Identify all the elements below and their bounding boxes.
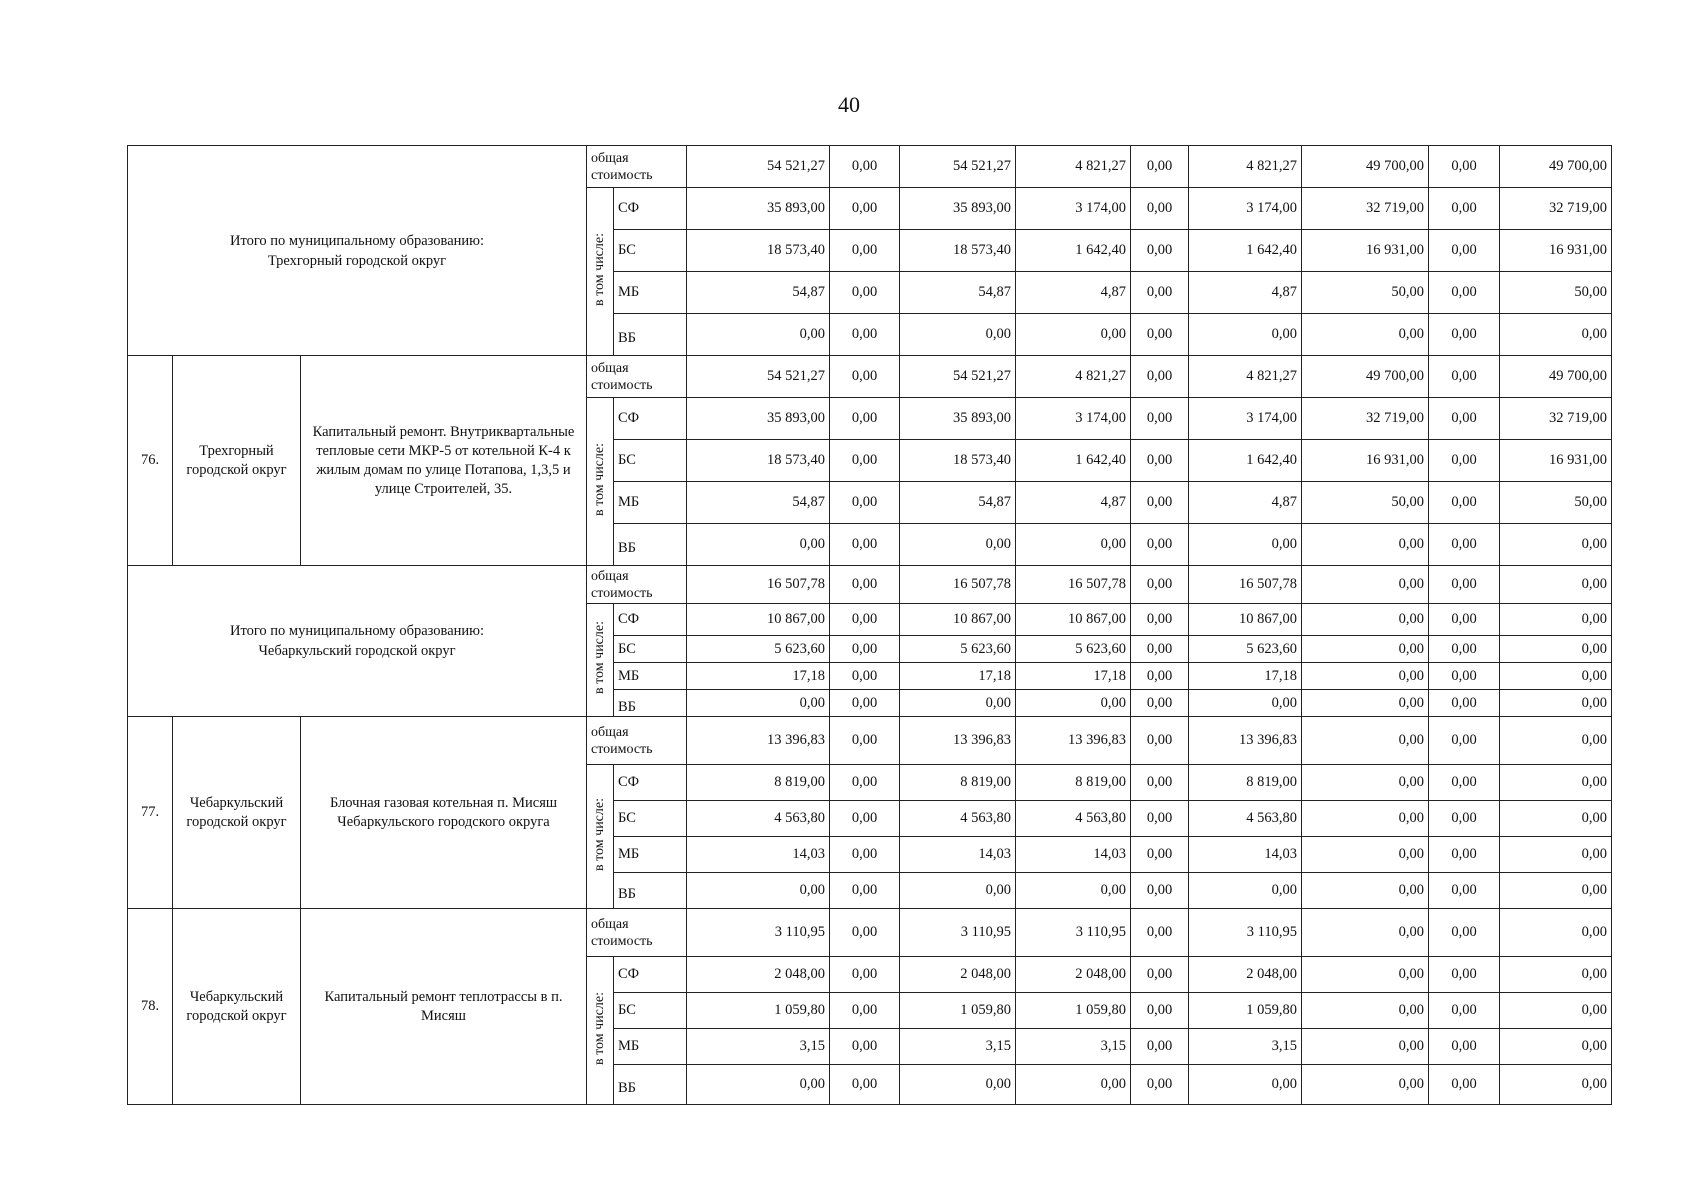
fund-label: СФ — [614, 398, 687, 440]
value-cell: 0,00 — [1429, 690, 1500, 717]
value-cell: 17,18 — [900, 663, 1016, 690]
value-cell: 0,00 — [1500, 801, 1612, 837]
value-cell: 0,00 — [1302, 314, 1429, 356]
value-cell: 0,00 — [900, 1065, 1016, 1105]
value-cell: 1 642,40 — [1189, 230, 1302, 272]
value-cell: 0,00 — [1429, 314, 1500, 356]
value-cell: 18 573,40 — [687, 440, 830, 482]
value-cell: 1 059,80 — [1016, 993, 1131, 1029]
in-that-number-label — [587, 957, 614, 1105]
value-cell: 0,00 — [1429, 482, 1500, 524]
fund-label: ВБ — [614, 314, 687, 356]
value-cell: 0,00 — [1131, 993, 1189, 1029]
value-cell: 0,00 — [1189, 1065, 1302, 1105]
group-total-title — [128, 566, 587, 717]
value-cell: 0,00 — [1131, 663, 1189, 690]
value-cell: 0,00 — [830, 604, 900, 636]
value-cell: 2 048,00 — [1016, 957, 1131, 993]
value-cell: 50,00 — [1302, 482, 1429, 524]
value-cell: 0,00 — [830, 524, 900, 566]
total-cost-label: общая стоимость — [587, 717, 687, 765]
value-cell: 54,87 — [900, 272, 1016, 314]
value-cell: 0,00 — [1500, 604, 1612, 636]
group-total-title-line2: Трехгорный городской округ — [267, 252, 447, 269]
value-cell: 0,00 — [900, 314, 1016, 356]
value-cell: 0,00 — [1131, 356, 1189, 398]
fund-label: ВБ — [614, 690, 687, 717]
financing-table — [127, 145, 1612, 1105]
value-cell: 49 700,00 — [1302, 356, 1429, 398]
value-cell: 0,00 — [1429, 909, 1500, 957]
in-that-number-text: в том числе: — [592, 232, 607, 306]
value-cell: 10 867,00 — [687, 604, 830, 636]
value-cell: 0,00 — [1500, 837, 1612, 873]
value-cell: 2 048,00 — [1189, 957, 1302, 993]
value-cell: 0,00 — [830, 440, 900, 482]
value-cell: 18 573,40 — [900, 230, 1016, 272]
value-cell: 35 893,00 — [687, 188, 830, 230]
fund-label: МБ — [614, 272, 687, 314]
value-cell: 4 821,27 — [1016, 356, 1131, 398]
value-cell: 3,15 — [1016, 1029, 1131, 1065]
value-cell: 0,00 — [1131, 566, 1189, 604]
value-cell: 49 700,00 — [1302, 146, 1429, 188]
value-cell: 16 507,78 — [900, 566, 1016, 604]
value-cell: 0,00 — [1016, 873, 1131, 909]
value-cell: 0,00 — [1016, 1065, 1131, 1105]
value-cell: 0,00 — [1500, 566, 1612, 604]
value-cell: 0,00 — [1500, 314, 1612, 356]
value-cell: 0,00 — [1302, 1065, 1429, 1105]
value-cell: 0,00 — [1131, 272, 1189, 314]
fund-label: МБ — [614, 482, 687, 524]
value-cell: 16 507,78 — [1189, 566, 1302, 604]
value-cell: 0,00 — [830, 636, 900, 663]
value-cell: 0,00 — [830, 690, 900, 717]
value-cell: 16 931,00 — [1500, 230, 1612, 272]
fund-label: БС — [614, 440, 687, 482]
value-cell: 0,00 — [1131, 801, 1189, 837]
value-cell: 0,00 — [900, 690, 1016, 717]
value-cell: 1 059,80 — [687, 993, 830, 1029]
value-cell: 3 110,95 — [1189, 909, 1302, 957]
value-cell: 0,00 — [1500, 1029, 1612, 1065]
value-cell: 0,00 — [1131, 1029, 1189, 1065]
fund-label: СФ — [614, 188, 687, 230]
value-cell: 0,00 — [1500, 690, 1612, 717]
fund-label: ВБ — [614, 1065, 687, 1105]
value-cell: 0,00 — [1016, 690, 1131, 717]
value-cell: 0,00 — [1429, 957, 1500, 993]
value-cell: 0,00 — [1302, 566, 1429, 604]
value-cell: 0,00 — [1429, 1065, 1500, 1105]
fund-label: МБ — [614, 837, 687, 873]
item-object: Капитальный ремонт теплотрассы в п. Мисяш — [301, 909, 587, 1105]
value-cell: 0,00 — [830, 1029, 900, 1065]
value-cell: 0,00 — [830, 188, 900, 230]
value-cell: 0,00 — [1131, 636, 1189, 663]
value-cell: 0,00 — [830, 398, 900, 440]
value-cell: 0,00 — [1131, 909, 1189, 957]
value-cell: 0,00 — [830, 1065, 900, 1105]
value-cell: 4 563,80 — [900, 801, 1016, 837]
item-object: Капитальный ремонт. Внутриквартальные тепловые сети МКР-5 от котельной К-4 к жилым домам по улице Потапова, 1,3,5 и улице Строителей, 35. — [301, 356, 587, 566]
value-cell: 0,00 — [1302, 663, 1429, 690]
value-cell: 3 110,95 — [1016, 909, 1131, 957]
value-cell: 0,00 — [1131, 1065, 1189, 1105]
value-cell: 54 521,27 — [900, 356, 1016, 398]
value-cell: 0,00 — [1302, 873, 1429, 909]
value-cell: 14,03 — [687, 837, 830, 873]
value-cell: 17,18 — [1189, 663, 1302, 690]
value-cell: 0,00 — [1131, 314, 1189, 356]
value-cell: 0,00 — [687, 873, 830, 909]
value-cell: 17,18 — [1016, 663, 1131, 690]
value-cell: 3,15 — [1189, 1029, 1302, 1065]
value-cell: 54 521,27 — [900, 146, 1016, 188]
value-cell: 0,00 — [1429, 717, 1500, 765]
value-cell: 0,00 — [1429, 398, 1500, 440]
value-cell: 0,00 — [1302, 1029, 1429, 1065]
item-number: 77. — [128, 717, 173, 909]
value-cell: 0,00 — [1131, 482, 1189, 524]
value-cell: 0,00 — [1429, 873, 1500, 909]
value-cell: 16 931,00 — [1302, 440, 1429, 482]
value-cell: 50,00 — [1500, 482, 1612, 524]
value-cell: 0,00 — [1500, 663, 1612, 690]
total-cost-label: общая стоимость — [587, 566, 687, 604]
item-object: Блочная газовая котельная п. Мисяш Чебаркульского городского округа — [301, 717, 587, 909]
value-cell: 5 623,60 — [900, 636, 1016, 663]
value-cell: 0,00 — [830, 146, 900, 188]
value-cell: 0,00 — [1429, 604, 1500, 636]
value-cell: 0,00 — [900, 873, 1016, 909]
value-cell: 3 174,00 — [1016, 398, 1131, 440]
value-cell: 13 396,83 — [900, 717, 1016, 765]
value-cell: 54,87 — [687, 482, 830, 524]
value-cell: 5 623,60 — [1016, 636, 1131, 663]
value-cell: 0,00 — [1500, 636, 1612, 663]
value-cell: 54 521,27 — [687, 356, 830, 398]
total-cost-label: общая стоимость — [587, 146, 687, 188]
value-cell: 0,00 — [1500, 873, 1612, 909]
value-cell: 32 719,00 — [1500, 398, 1612, 440]
value-cell: 0,00 — [1302, 801, 1429, 837]
value-cell: 4 821,27 — [1016, 146, 1131, 188]
value-cell: 0,00 — [1302, 524, 1429, 566]
value-cell: 2 048,00 — [900, 957, 1016, 993]
value-cell: 13 396,83 — [687, 717, 830, 765]
value-cell: 0,00 — [830, 663, 900, 690]
value-cell: 0,00 — [1131, 837, 1189, 873]
in-that-number-label — [587, 604, 614, 717]
value-cell: 32 719,00 — [1302, 398, 1429, 440]
value-cell: 50,00 — [1500, 272, 1612, 314]
value-cell: 4,87 — [1189, 272, 1302, 314]
value-cell: 0,00 — [1429, 440, 1500, 482]
fund-label: БС — [614, 636, 687, 663]
value-cell: 4 821,27 — [1189, 356, 1302, 398]
item-municipality: Чебаркульский городской округ — [173, 909, 301, 1105]
value-cell: 17,18 — [687, 663, 830, 690]
value-cell: 0,00 — [1429, 801, 1500, 837]
group-total-title — [128, 146, 587, 356]
table-row — [128, 566, 1612, 604]
value-cell: 0,00 — [830, 272, 900, 314]
fund-label: МБ — [614, 663, 687, 690]
value-cell: 0,00 — [1016, 314, 1131, 356]
value-cell: 3 110,95 — [687, 909, 830, 957]
value-cell: 0,00 — [830, 314, 900, 356]
value-cell: 32 719,00 — [1500, 188, 1612, 230]
value-cell: 5 623,60 — [1189, 636, 1302, 663]
value-cell: 0,00 — [687, 314, 830, 356]
group-total-title-line1: Итого по муниципальному образованию: — [229, 232, 485, 249]
item-municipality: Трехгорный городской округ — [173, 356, 301, 566]
fund-label: БС — [614, 801, 687, 837]
value-cell: 0,00 — [1429, 272, 1500, 314]
value-cell: 14,03 — [900, 837, 1016, 873]
fund-label: ВБ — [614, 873, 687, 909]
value-cell: 1 059,80 — [900, 993, 1016, 1029]
value-cell: 10 867,00 — [900, 604, 1016, 636]
value-cell: 0,00 — [1429, 1029, 1500, 1065]
value-cell: 0,00 — [1429, 188, 1500, 230]
fund-label: ВБ — [614, 524, 687, 566]
value-cell: 0,00 — [687, 524, 830, 566]
value-cell: 35 893,00 — [900, 398, 1016, 440]
value-cell: 1 642,40 — [1016, 230, 1131, 272]
value-cell: 4 563,80 — [1189, 801, 1302, 837]
value-cell: 0,00 — [1302, 717, 1429, 765]
value-cell: 0,00 — [1131, 957, 1189, 993]
value-cell: 49 700,00 — [1500, 356, 1612, 398]
value-cell: 0,00 — [1429, 524, 1500, 566]
value-cell: 8 819,00 — [687, 765, 830, 801]
value-cell: 0,00 — [830, 717, 900, 765]
value-cell: 0,00 — [1429, 663, 1500, 690]
item-number: 76. — [128, 356, 173, 566]
value-cell: 0,00 — [830, 356, 900, 398]
value-cell: 0,00 — [830, 993, 900, 1029]
value-cell: 0,00 — [1500, 993, 1612, 1029]
value-cell: 0,00 — [830, 957, 900, 993]
table-row — [128, 146, 1612, 188]
value-cell: 0,00 — [1429, 230, 1500, 272]
value-cell: 1 642,40 — [1016, 440, 1131, 482]
value-cell: 10 867,00 — [1016, 604, 1131, 636]
value-cell: 0,00 — [1302, 909, 1429, 957]
value-cell: 0,00 — [1500, 524, 1612, 566]
value-cell: 13 396,83 — [1016, 717, 1131, 765]
value-cell: 0,00 — [1016, 524, 1131, 566]
value-cell: 4 821,27 — [1189, 146, 1302, 188]
value-cell: 0,00 — [1429, 146, 1500, 188]
value-cell: 0,00 — [1131, 604, 1189, 636]
value-cell: 13 396,83 — [1189, 717, 1302, 765]
in-that-number-text: в том числе: — [592, 621, 607, 694]
value-cell: 0,00 — [1302, 993, 1429, 1029]
fund-label: СФ — [614, 604, 687, 636]
value-cell: 3 174,00 — [1189, 188, 1302, 230]
value-cell: 0,00 — [1189, 873, 1302, 909]
value-cell: 0,00 — [1131, 440, 1189, 482]
group-total-title-line1: Итого по муниципальному образованию: — [229, 623, 485, 639]
value-cell: 54,87 — [687, 272, 830, 314]
value-cell: 0,00 — [1131, 146, 1189, 188]
value-cell: 0,00 — [1429, 636, 1500, 663]
value-cell: 0,00 — [1500, 1065, 1612, 1105]
value-cell: 35 893,00 — [900, 188, 1016, 230]
fund-label: МБ — [614, 1029, 687, 1065]
fund-label: БС — [614, 993, 687, 1029]
fund-label: СФ — [614, 957, 687, 993]
value-cell: 2 048,00 — [687, 957, 830, 993]
in-that-number-label — [587, 188, 614, 356]
value-cell: 35 893,00 — [687, 398, 830, 440]
in-that-number-text: в том числе: — [592, 991, 607, 1065]
value-cell: 1 059,80 — [1189, 993, 1302, 1029]
value-cell: 0,00 — [1302, 690, 1429, 717]
value-cell: 0,00 — [1189, 690, 1302, 717]
in-that-number-text: в том числе: — [592, 797, 607, 871]
value-cell: 0,00 — [1189, 524, 1302, 566]
value-cell: 3 110,95 — [900, 909, 1016, 957]
value-cell: 0,00 — [1189, 314, 1302, 356]
value-cell: 0,00 — [830, 482, 900, 524]
value-cell: 4 563,80 — [1016, 801, 1131, 837]
table-row — [128, 909, 1612, 957]
value-cell: 5 623,60 — [687, 636, 830, 663]
value-cell: 4 563,80 — [687, 801, 830, 837]
value-cell: 0,00 — [1429, 765, 1500, 801]
fund-label: СФ — [614, 765, 687, 801]
value-cell: 14,03 — [1189, 837, 1302, 873]
value-cell: 3 174,00 — [1189, 398, 1302, 440]
value-cell: 50,00 — [1302, 272, 1429, 314]
value-cell: 0,00 — [1131, 717, 1189, 765]
value-cell: 0,00 — [1429, 356, 1500, 398]
value-cell: 3,15 — [687, 1029, 830, 1065]
value-cell: 8 819,00 — [900, 765, 1016, 801]
value-cell: 16 507,78 — [687, 566, 830, 604]
value-cell: 0,00 — [1302, 837, 1429, 873]
value-cell: 0,00 — [830, 837, 900, 873]
page-number: 40 — [838, 92, 860, 117]
value-cell: 10 867,00 — [1189, 604, 1302, 636]
value-cell: 0,00 — [1302, 957, 1429, 993]
item-number: 78. — [128, 909, 173, 1105]
value-cell: 0,00 — [830, 909, 900, 957]
value-cell: 0,00 — [1302, 636, 1429, 663]
value-cell: 18 573,40 — [900, 440, 1016, 482]
value-cell: 4,87 — [1189, 482, 1302, 524]
value-cell: 0,00 — [1131, 524, 1189, 566]
in-that-number-label — [587, 765, 614, 909]
table-row — [128, 717, 1612, 765]
value-cell: 16 931,00 — [1500, 440, 1612, 482]
value-cell: 0,00 — [1429, 993, 1500, 1029]
value-cell: 4,87 — [1016, 482, 1131, 524]
in-that-number-label — [587, 398, 614, 566]
value-cell: 0,00 — [1131, 188, 1189, 230]
item-municipality: Чебаркульский городской округ — [173, 717, 301, 909]
table-row — [128, 356, 1612, 398]
value-cell: 0,00 — [687, 1065, 830, 1105]
value-cell: 0,00 — [830, 566, 900, 604]
group-total-title-line2: Чебаркульский городской округ — [258, 643, 456, 659]
value-cell: 54,87 — [900, 482, 1016, 524]
value-cell: 0,00 — [1429, 566, 1500, 604]
value-cell: 14,03 — [1016, 837, 1131, 873]
value-cell: 0,00 — [1131, 765, 1189, 801]
value-cell: 0,00 — [1302, 765, 1429, 801]
value-cell: 16 507,78 — [1016, 566, 1131, 604]
value-cell: 16 931,00 — [1302, 230, 1429, 272]
value-cell: 0,00 — [1500, 909, 1612, 957]
value-cell: 0,00 — [1131, 230, 1189, 272]
value-cell: 49 700,00 — [1500, 146, 1612, 188]
value-cell: 54 521,27 — [687, 146, 830, 188]
value-cell: 0,00 — [1131, 690, 1189, 717]
value-cell: 0,00 — [830, 765, 900, 801]
value-cell: 0,00 — [830, 873, 900, 909]
value-cell: 0,00 — [1302, 604, 1429, 636]
fund-label: БС — [614, 230, 687, 272]
value-cell: 0,00 — [900, 524, 1016, 566]
total-cost-label: общая стоимость — [587, 909, 687, 957]
in-that-number-text: в том числе: — [592, 442, 607, 516]
value-cell: 0,00 — [1500, 717, 1612, 765]
value-cell: 8 819,00 — [1016, 765, 1131, 801]
value-cell: 32 719,00 — [1302, 188, 1429, 230]
value-cell: 0,00 — [1429, 837, 1500, 873]
value-cell: 8 819,00 — [1189, 765, 1302, 801]
total-cost-label: общая стоимость — [587, 356, 687, 398]
value-cell: 0,00 — [830, 230, 900, 272]
value-cell: 0,00 — [1500, 957, 1612, 993]
value-cell: 1 642,40 — [1189, 440, 1302, 482]
value-cell: 0,00 — [830, 801, 900, 837]
value-cell: 3,15 — [900, 1029, 1016, 1065]
value-cell: 18 573,40 — [687, 230, 830, 272]
value-cell: 0,00 — [687, 690, 830, 717]
value-cell: 0,00 — [1131, 873, 1189, 909]
value-cell: 0,00 — [1131, 398, 1189, 440]
value-cell: 0,00 — [1500, 765, 1612, 801]
value-cell: 4,87 — [1016, 272, 1131, 314]
value-cell: 3 174,00 — [1016, 188, 1131, 230]
